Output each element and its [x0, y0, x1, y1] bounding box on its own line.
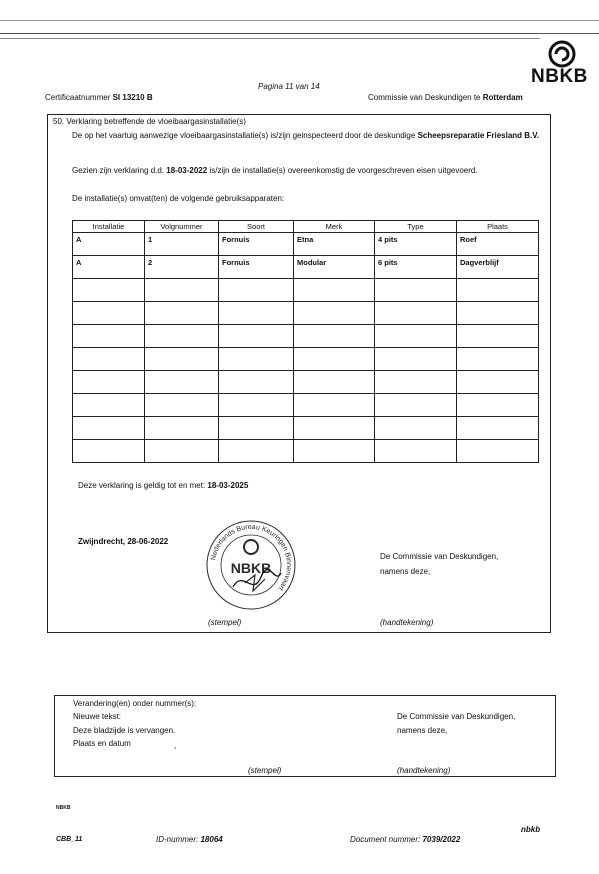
footer-doc-value: 7039/2022: [422, 835, 461, 844]
table-row: [73, 348, 539, 371]
footer-id-label: ID-nummer:: [156, 835, 199, 844]
changes-commission: De Commissie van Deskundigen,: [397, 712, 516, 721]
table-cell: [375, 394, 457, 417]
table-cell: [219, 279, 294, 302]
table-cell: [73, 394, 145, 417]
col-header-merk: Merk: [294, 221, 375, 233]
table-cell: [294, 279, 375, 302]
inspection-statement: [72, 130, 542, 141]
declaration-statement: [72, 166, 542, 175]
table-cell: [73, 302, 145, 325]
page-number: Pagina 11 van 14: [258, 82, 320, 91]
table-cell: [73, 279, 145, 302]
signature-commission: De Commissie van Deskundigen,: [380, 552, 499, 561]
table-cell: [294, 325, 375, 348]
col-header-installatie: Installatie: [73, 221, 145, 233]
table-cell: [145, 302, 219, 325]
table-cell: [457, 325, 539, 348]
appliances-table: [72, 220, 539, 463]
table-cell: 2: [145, 256, 219, 279]
cert-value: SI 13210 B: [112, 93, 153, 102]
table-row: [73, 279, 539, 302]
table-cell: [294, 348, 375, 371]
changes-title: Verandering(en) onder nummer(s):: [73, 699, 197, 708]
commission-header: [368, 93, 523, 102]
table-cell: [219, 325, 294, 348]
changes-replaced: Deze bladzijde is vervangen.: [73, 726, 176, 735]
changes-comma: ,: [174, 741, 177, 750]
col-header-type: Type: [375, 221, 457, 233]
signature-label: (handtekening): [380, 618, 434, 627]
validity-label: Deze verklaring is geldig tot en met:: [78, 481, 206, 490]
declaration-suffix: is/zijn de installatie(s) overeenkomstig de voorgeschreven eisen uitgevoerd.: [209, 166, 478, 175]
footer-form-code: CBB_11: [56, 836, 83, 843]
table-cell: [375, 440, 457, 463]
scan-line: [0, 38, 540, 39]
table-cell: Etna: [294, 233, 375, 256]
cert-label: Certificaatnummer: [45, 93, 111, 102]
section-number: 50.: [53, 117, 65, 126]
footer-document: [350, 835, 460, 844]
table-cell: Dagverblijf: [457, 256, 539, 279]
table-cell: [145, 371, 219, 394]
official-stamp: [203, 517, 299, 613]
changes-place-date: Plaats en datum: [73, 739, 131, 748]
table-cell: [457, 417, 539, 440]
table-cell: [294, 394, 375, 417]
table-cell: [457, 394, 539, 417]
table-cell: [375, 302, 457, 325]
nbkb-logo-icon: [527, 40, 597, 68]
table-cell: [457, 440, 539, 463]
table-cell: [457, 279, 539, 302]
table-cell: [375, 417, 457, 440]
stamp-label: (stempel): [208, 618, 242, 627]
logo-text: NBKB: [531, 66, 588, 87]
signature-on-behalf: namens deze,: [380, 567, 431, 576]
table-cell: [73, 348, 145, 371]
footer-id: [156, 835, 223, 844]
footer-brand: nbkb: [521, 825, 541, 834]
changes-signature-label: (handtekening): [397, 766, 451, 775]
table-cell: [375, 348, 457, 371]
commission-city: Rotterdam: [482, 93, 523, 102]
table-cell: 6 pits: [375, 256, 457, 279]
table-cell: [219, 394, 294, 417]
scan-line: [0, 20, 599, 21]
table-cell: [73, 440, 145, 463]
table-cell: [145, 417, 219, 440]
stamp-ring-text: Nederlands Bureau Keuringen Binnenvaart: [210, 523, 293, 592]
scan-line: [0, 33, 599, 34]
table-cell: Roef: [457, 233, 539, 256]
table-cell: [457, 348, 539, 371]
table-row: [73, 417, 539, 440]
changes-on-behalf: namens deze,: [397, 726, 448, 735]
certificate-number: [45, 93, 153, 102]
validity-date: 18-03-2025: [207, 481, 249, 490]
table-cell: [219, 440, 294, 463]
footer-id-value: 18064: [200, 835, 223, 844]
table-row: [73, 325, 539, 348]
table-cell: Fornuis: [219, 233, 294, 256]
commission-prefix: Commissie van Deskundigen te: [368, 93, 481, 102]
table-cell: 4 pits: [375, 233, 457, 256]
declaration-prefix: Gezien zijn verklaring d.d.: [72, 166, 165, 175]
table-row: [73, 233, 539, 256]
changes-new-text: Nieuwe tekst:: [73, 712, 122, 721]
table-cell: Fornuis: [219, 256, 294, 279]
stamp-logo-text: NBKB: [230, 560, 272, 576]
section-title: Verklaring betreffende de vloeibaargasinstallatie(s): [66, 117, 246, 126]
table-cell: [219, 371, 294, 394]
table-cell: [219, 348, 294, 371]
inspection-text: De op het vaartuig aanwezige vloeibaargasinstallatie(s) is/zijn geinspecteerd door de deskundige: [72, 131, 416, 140]
table-row: [73, 302, 539, 325]
validity-line: [78, 481, 248, 490]
table-cell: A: [73, 256, 145, 279]
footer-doc-label: Document nummer:: [350, 835, 421, 844]
table-cell: [145, 394, 219, 417]
table-cell: [219, 302, 294, 325]
table-cell: 1: [145, 233, 219, 256]
table-cell: [145, 279, 219, 302]
table-cell: [375, 371, 457, 394]
stamp-graphic: [203, 517, 299, 613]
table-cell: [73, 325, 145, 348]
col-header-plaats: Plaats: [457, 221, 539, 233]
inspector-name: Scheepsreparatie Friesland B.V.: [417, 131, 540, 140]
table-cell: [457, 302, 539, 325]
table-cell: [145, 440, 219, 463]
footer-small-code: NBKB: [56, 805, 71, 811]
table-row: [73, 256, 539, 279]
place-date: Zwijndrecht, 28-06-2022: [78, 537, 169, 546]
table-cell: [294, 440, 375, 463]
table-cell: [457, 371, 539, 394]
table-cell: [145, 348, 219, 371]
table-cell: Modular: [294, 256, 375, 279]
devices-intro: De installatie(s) omvat(ten) de volgende gebruiksapparaten:: [72, 194, 285, 203]
nbkb-logo: [527, 40, 597, 90]
table-cell: [145, 325, 219, 348]
table-row: [73, 440, 539, 463]
table-cell: A: [73, 233, 145, 256]
table-cell: [294, 371, 375, 394]
section-heading: [53, 117, 246, 126]
table-cell: [375, 279, 457, 302]
table-cell: [73, 417, 145, 440]
table-cell: [375, 325, 457, 348]
table-cell: [73, 371, 145, 394]
table-cell: [219, 417, 294, 440]
table-cell: [294, 417, 375, 440]
table-row: [73, 394, 539, 417]
table-cell: [294, 302, 375, 325]
col-header-soort: Soort: [219, 221, 294, 233]
declaration-date: 18-03-2022: [166, 166, 208, 175]
table-row: [73, 371, 539, 394]
table-header-row: [73, 221, 539, 233]
changes-stamp-label: (stempel): [248, 766, 282, 775]
col-header-volgnummer: Volgnummer: [145, 221, 219, 233]
